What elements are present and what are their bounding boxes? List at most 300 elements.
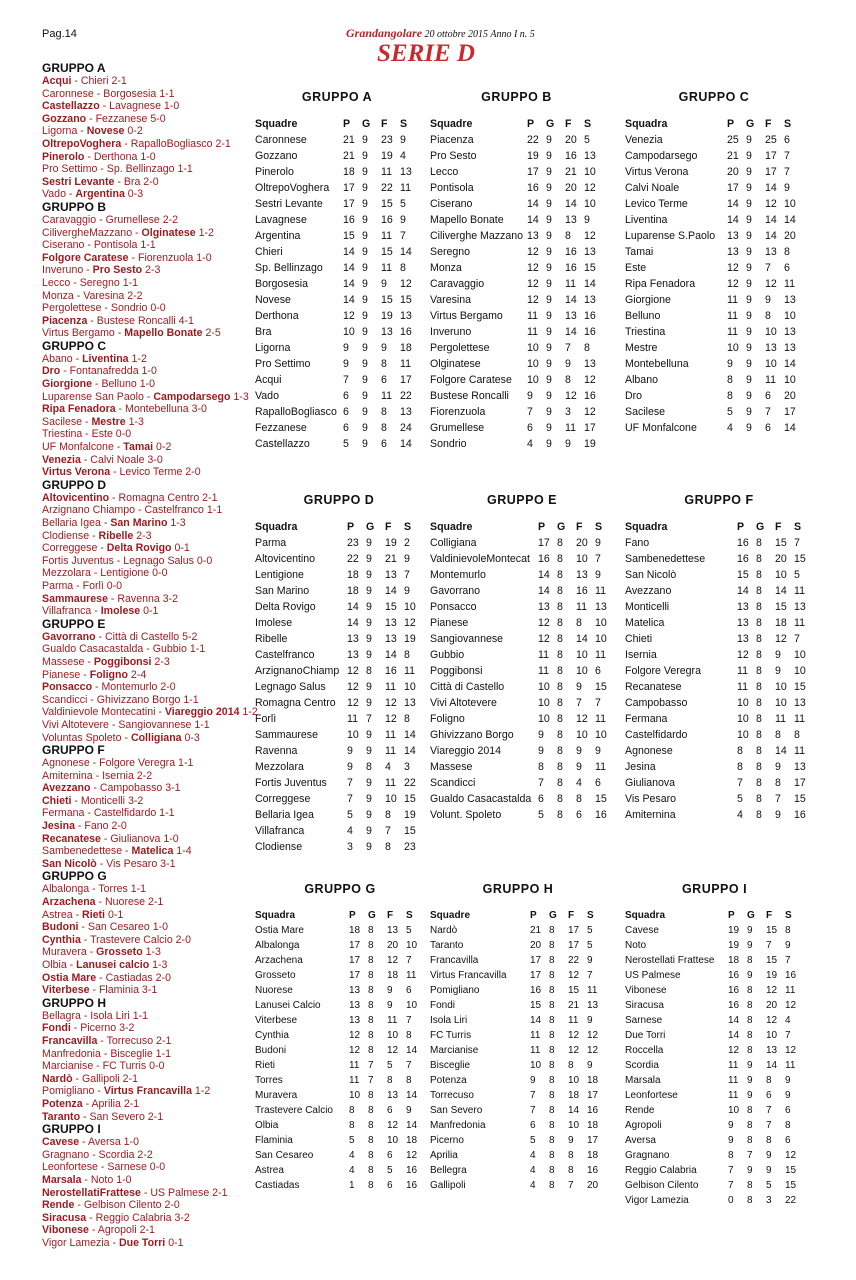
- team-stat: 25: [727, 134, 739, 146]
- team-stat: 7: [366, 713, 372, 725]
- team-name: Vis Pesaro: [625, 793, 677, 805]
- standings-row: [430, 695, 614, 711]
- team-name: Jesina: [625, 761, 656, 773]
- team-stat: 12: [727, 278, 739, 290]
- standings-row: [255, 1043, 425, 1058]
- team-stat: 18: [347, 569, 359, 581]
- team-stat: 14: [385, 649, 397, 661]
- match-result: NerostellatiFrattese - US Palmese 2-1: [42, 1186, 228, 1199]
- team-name: Massese: [430, 761, 473, 773]
- team-stat: 11: [347, 713, 358, 725]
- team-stat: 13: [385, 617, 397, 629]
- match-result: Folgore Caratese - Fiorenzuola 1-0: [42, 251, 212, 264]
- results-group-title: GRUPPO F: [42, 743, 105, 758]
- team-name: Vibonese: [625, 985, 667, 996]
- team-stat: 11: [530, 1030, 541, 1041]
- team-stat: 10: [530, 1060, 542, 1071]
- standings-row: [255, 923, 425, 938]
- team-stat: 6: [766, 1090, 772, 1101]
- team-stat: 17: [343, 198, 355, 210]
- match-result: Chieti - Monticelli 3-2: [42, 794, 144, 807]
- standings-row: [625, 260, 803, 276]
- team-stat: 9: [746, 278, 752, 290]
- team-stat: 8: [775, 729, 781, 741]
- team-name: Pontisola: [430, 182, 474, 194]
- team-stat: 16: [406, 1165, 418, 1176]
- team-stat: 22: [568, 955, 580, 966]
- team-stat: 14: [576, 633, 588, 645]
- team-stat: 8: [557, 601, 563, 613]
- team-name: San Severo: [430, 1105, 483, 1116]
- standings-row: [625, 1148, 804, 1163]
- team-stat: 16: [728, 985, 740, 996]
- team-name: Noto: [625, 940, 647, 951]
- team-name: Albalonga: [255, 940, 300, 951]
- team-stat: 19: [766, 970, 778, 981]
- standings-header: P: [737, 521, 745, 533]
- team-stat: 0: [728, 1195, 734, 1206]
- standings-row: [430, 938, 606, 953]
- standings-row: [625, 1118, 804, 1133]
- team-name: OltrepoVoghera: [255, 182, 330, 194]
- team-name: Calvi Noale: [625, 182, 680, 194]
- team-name: Varesina: [430, 294, 472, 306]
- team-name: Fortis Juventus: [255, 777, 327, 789]
- team-stat: 9: [343, 358, 349, 370]
- team-stat: 9: [747, 1060, 753, 1071]
- team-stat: 8: [727, 374, 733, 386]
- team-stat: 9: [527, 390, 533, 402]
- standings-header: S: [784, 118, 792, 130]
- team-stat: 8: [747, 985, 753, 996]
- team-stat: 14: [565, 294, 577, 306]
- team-stat: 15: [794, 553, 806, 565]
- team-name: Francavilla: [430, 955, 479, 966]
- team-stat: 18: [400, 342, 412, 354]
- standings-row: [255, 420, 419, 436]
- team-stat: 9: [576, 681, 582, 693]
- team-name: FC Turris: [430, 1030, 472, 1041]
- standings-row: [255, 1058, 425, 1073]
- team-name: Trastevere Calcio: [255, 1105, 333, 1116]
- team-stat: 13: [766, 1045, 778, 1056]
- team-stat: 10: [538, 713, 550, 725]
- team-stat: 11: [527, 310, 538, 322]
- team-name: Viterbese: [255, 1015, 298, 1026]
- team-stat: 9: [746, 326, 752, 338]
- team-stat: 17: [538, 537, 550, 549]
- match-result: Agnonese - Folgore Veregra 1-1: [42, 757, 194, 770]
- team-stat: 9: [362, 262, 368, 274]
- standings-row: [625, 404, 803, 420]
- team-stat: 7: [794, 633, 800, 645]
- team-stat: 11: [387, 1015, 398, 1026]
- team-stat: 16: [385, 665, 397, 677]
- match-result: Vado - Argentina 0-3: [42, 188, 144, 201]
- standings-row: [625, 953, 804, 968]
- team-stat: 8: [756, 537, 762, 549]
- team-stat: 13: [784, 326, 796, 338]
- team-name: Viareggio 2014: [430, 745, 502, 757]
- team-name: Flaminia: [255, 1135, 293, 1146]
- standings-row: [255, 953, 425, 968]
- team-name: Siracusa: [625, 1000, 664, 1011]
- team-name: Correggese: [255, 793, 311, 805]
- team-stat: 14: [728, 1015, 740, 1026]
- standings-title: GRUPPO A: [301, 90, 373, 104]
- match-result: Pinerolo - Derthona 1-0: [42, 150, 156, 163]
- team-stat: 17: [527, 166, 539, 178]
- standings-row: [625, 791, 813, 807]
- match-result: Correggese - Delta Rovigo 0-1: [42, 542, 190, 555]
- team-name: Bisceglie: [430, 1060, 471, 1071]
- team-stat: 16: [737, 537, 749, 549]
- team-stat: 8: [756, 585, 762, 597]
- standings-row: [625, 196, 803, 212]
- team-stat: 9: [546, 262, 552, 274]
- team-stat: 8: [727, 390, 733, 402]
- team-stat: 9: [766, 1165, 772, 1176]
- team-stat: 14: [527, 214, 539, 226]
- team-name: Campodarsego: [625, 150, 698, 162]
- team-name: Luparense S.Paolo: [625, 230, 716, 242]
- standings-row: [255, 663, 423, 679]
- team-stat: 10: [538, 681, 550, 693]
- team-stat: 7: [784, 166, 790, 178]
- team-name: Folgore Caratese: [430, 374, 512, 386]
- team-stat: 5: [737, 793, 743, 805]
- team-stat: 6: [785, 1135, 791, 1146]
- team-stat: 6: [381, 374, 387, 386]
- team-stat: 14: [343, 246, 355, 258]
- team-stat: 8: [756, 729, 762, 741]
- team-stat: 7: [595, 553, 601, 565]
- team-stat: 8: [756, 745, 762, 757]
- team-stat: 12: [385, 713, 397, 725]
- match-result: Potenza - Aprilia 2-1: [42, 1097, 140, 1110]
- team-stat: 9: [387, 985, 393, 996]
- standings-row: [255, 388, 419, 404]
- team-stat: 15: [775, 601, 787, 613]
- team-stat: 12: [785, 1045, 797, 1056]
- team-name: Bustese Roncalli: [430, 390, 509, 402]
- team-stat: 8: [568, 1060, 574, 1071]
- team-stat: 8: [756, 649, 762, 661]
- team-stat: 8: [366, 761, 372, 773]
- team-stat: 9: [362, 134, 368, 146]
- standings-row: [255, 164, 419, 180]
- team-stat: 16: [785, 970, 797, 981]
- standings-row: [430, 1118, 606, 1133]
- standings-row: [255, 823, 423, 839]
- team-stat: 5: [766, 1180, 772, 1191]
- team-name: Fiorenzuola: [430, 406, 486, 418]
- team-stat: 7: [400, 230, 406, 242]
- team-stat: 12: [400, 278, 412, 290]
- team-stat: 13: [587, 1000, 599, 1011]
- standings-header: G: [746, 118, 755, 130]
- match-result: Pomigliano - Virtus Francavilla 1-2: [42, 1085, 211, 1098]
- team-stat: 11: [727, 310, 738, 322]
- match-result: Ostia Mare - Castiadas 2-0: [42, 971, 171, 984]
- standings-row: [430, 164, 603, 180]
- team-stat: 19: [728, 940, 740, 951]
- team-stat: 18: [587, 1150, 599, 1161]
- match-result: Budoni - San Cesareo 1-0: [42, 921, 169, 934]
- standings-row: [255, 404, 419, 420]
- team-name: Astrea: [255, 1165, 284, 1176]
- standings-header: S: [400, 118, 408, 130]
- match-result: Massese - Poggibonsi 2-3: [42, 655, 170, 668]
- team-name: Fondi: [430, 1000, 456, 1011]
- team-stat: 23: [347, 537, 359, 549]
- team-name: Argentina: [255, 230, 301, 242]
- standings-header: S: [406, 910, 413, 921]
- team-stat: 10: [387, 1030, 399, 1041]
- standings-row: [255, 807, 423, 823]
- team-name: Castelfidardo: [625, 729, 688, 741]
- team-name: Dro: [625, 390, 643, 402]
- match-result: Muravera - Grosseto 1-3: [42, 946, 161, 959]
- team-stat: 7: [737, 777, 743, 789]
- team-stat: 15: [381, 198, 393, 210]
- team-stat: 11: [406, 970, 417, 981]
- team-stat: 14: [347, 601, 359, 613]
- team-stat: 10: [765, 326, 777, 338]
- team-name: Rende: [625, 1105, 655, 1116]
- match-result: Taranto - San Severo 2-1: [42, 1110, 164, 1123]
- team-stat: 8: [549, 970, 555, 981]
- team-stat: 20: [727, 166, 739, 178]
- team-stat: 14: [343, 294, 355, 306]
- team-stat: 25: [765, 134, 777, 146]
- team-name: Scordia: [625, 1060, 659, 1071]
- standings-header: P: [347, 521, 355, 533]
- team-stat: 9: [747, 1165, 753, 1176]
- team-stat: 11: [595, 713, 606, 725]
- standings-row: [625, 711, 813, 727]
- standings-row: [625, 615, 813, 631]
- standings-row: [255, 1163, 425, 1178]
- team-name: UF Monfalcone: [625, 422, 697, 434]
- team-stat: 9: [362, 294, 368, 306]
- standings-row: [625, 1103, 804, 1118]
- standings-row: [255, 1103, 425, 1118]
- team-name: Grosseto: [255, 970, 296, 981]
- team-stat: 8: [557, 809, 563, 821]
- team-stat: 12: [584, 182, 596, 194]
- team-stat: 12: [727, 262, 739, 274]
- team-stat: 7: [766, 940, 772, 951]
- team-stat: 15: [766, 925, 778, 936]
- standings-header: P: [349, 910, 356, 921]
- team-stat: 11: [568, 1015, 579, 1026]
- team-stat: 8: [756, 793, 762, 805]
- team-stat: 13: [765, 342, 777, 354]
- team-name: Folgore Veregra: [625, 665, 701, 677]
- team-stat: 9: [381, 342, 387, 354]
- standings-row: [625, 998, 804, 1013]
- team-name: Inveruno: [430, 326, 472, 338]
- team-stat: 8: [368, 1030, 374, 1041]
- team-stat: 7: [538, 777, 544, 789]
- team-name: Ligorna: [255, 342, 291, 354]
- match-result: Francavilla - Torrecuso 2-1: [42, 1034, 172, 1047]
- team-name: Seregno: [430, 246, 471, 258]
- team-stat: 9: [366, 697, 372, 709]
- standings-row: [255, 180, 419, 196]
- team-stat: 8: [557, 665, 563, 677]
- team-stat: 8: [538, 761, 544, 773]
- team-stat: 13: [737, 633, 749, 645]
- team-name: Lecco: [430, 166, 459, 178]
- standings-row: [625, 1073, 804, 1088]
- standings-row: [430, 356, 603, 372]
- team-stat: 8: [756, 777, 762, 789]
- team-stat: 12: [584, 406, 596, 418]
- team-stat: 16: [343, 214, 355, 226]
- team-stat: 14: [406, 1045, 418, 1056]
- team-stat: 12: [538, 633, 550, 645]
- standings-row: [625, 775, 813, 791]
- team-stat: 12: [568, 1030, 580, 1041]
- standings-row: [625, 1058, 804, 1073]
- team-stat: 12: [584, 374, 596, 386]
- team-name: Este: [625, 262, 647, 274]
- team-stat: 13: [595, 601, 607, 613]
- team-stat: 7: [728, 1165, 734, 1176]
- team-stat: 8: [387, 1075, 393, 1086]
- standings-row: [430, 983, 606, 998]
- team-stat: 16: [406, 1180, 418, 1191]
- team-stat: 10: [527, 358, 539, 370]
- team-stat: 8: [557, 713, 563, 725]
- team-name: Agnonese: [625, 745, 673, 757]
- team-stat: 5: [538, 809, 544, 821]
- team-name: Vado: [255, 390, 279, 402]
- team-stat: 9: [595, 569, 601, 581]
- team-stat: 8: [557, 761, 563, 773]
- team-name: Pianese: [430, 617, 469, 629]
- team-stat: 14: [727, 214, 739, 226]
- team-stat: 7: [587, 970, 593, 981]
- team-stat: 21: [565, 166, 577, 178]
- team-stat: 8: [368, 1105, 374, 1116]
- standings-row: [255, 1133, 425, 1148]
- page-title: SERIE D: [377, 40, 475, 67]
- team-name: Giulianova: [625, 777, 676, 789]
- team-stat: 7: [785, 1030, 791, 1041]
- match-result: Ponsacco - Montemurlo 2-0: [42, 681, 176, 694]
- team-name: Chieti: [625, 633, 653, 645]
- team-name: Ribelle: [255, 633, 288, 645]
- team-stat: 16: [576, 585, 588, 597]
- standings-row: [625, 727, 813, 743]
- team-name: Venezia: [625, 134, 663, 146]
- standings-header: S: [595, 521, 603, 533]
- team-stat: 4: [347, 825, 353, 837]
- team-name: Liventina: [625, 214, 668, 226]
- standings-row: [255, 679, 423, 695]
- team-stat: 17: [568, 940, 580, 951]
- team-name: Città di Castello: [430, 681, 505, 693]
- match-result: Castellazzo - Lavagnese 1-0: [42, 100, 180, 113]
- team-stat: 19: [381, 150, 393, 162]
- match-result: Astrea - Rieti 0-1: [42, 908, 124, 921]
- team-stat: 8: [549, 1150, 555, 1161]
- team-stat: 10: [576, 665, 588, 677]
- standings-row: [625, 388, 803, 404]
- team-name: Parma: [255, 537, 287, 549]
- team-stat: 7: [406, 1060, 412, 1071]
- team-stat: 24: [400, 422, 412, 434]
- match-result: Arzachena - Nuorese 2-1: [42, 896, 164, 909]
- standings-row: [255, 759, 423, 775]
- team-stat: 8: [576, 793, 582, 805]
- match-result: Gragnano - Scordia 2-2: [42, 1148, 153, 1161]
- team-stat: 6: [406, 985, 412, 996]
- standings-row: [625, 599, 813, 615]
- team-stat: 8: [557, 649, 563, 661]
- team-name: Due Torri: [625, 1030, 666, 1041]
- standings-row: [430, 388, 603, 404]
- team-stat: 9: [546, 358, 552, 370]
- team-stat: 20: [530, 940, 542, 951]
- team-stat: 7: [404, 569, 410, 581]
- match-result: OltrepoVoghera - RapalloBogliasco 2-1: [42, 137, 231, 150]
- team-stat: 11: [349, 1060, 360, 1071]
- team-stat: 9: [546, 166, 552, 178]
- team-stat: 14: [728, 1030, 740, 1041]
- team-stat: 5: [587, 940, 593, 951]
- team-stat: 13: [584, 246, 596, 258]
- team-stat: 8: [568, 1165, 574, 1176]
- match-result: Valdinievole Montecatini - Viareggio 2014 1-2: [42, 706, 258, 719]
- team-name: Mestre: [625, 342, 658, 354]
- standings-row: [430, 228, 603, 244]
- match-result: Cavese - Aversa 1-0: [42, 1136, 139, 1149]
- match-result: Albalonga - Torres 1-1: [42, 883, 147, 896]
- standings-row: [430, 132, 603, 148]
- team-stat: 11: [385, 777, 396, 789]
- team-stat: 14: [343, 262, 355, 274]
- match-result: Pianese - Foligno 2-4: [42, 668, 147, 681]
- team-stat: 9: [366, 553, 372, 565]
- team-name: Sarnese: [625, 1015, 663, 1026]
- team-stat: 9: [766, 1150, 772, 1161]
- team-stat: 9: [546, 326, 552, 338]
- standings-row: [255, 711, 423, 727]
- standings-header: P: [527, 118, 535, 130]
- team-stat: 8: [385, 809, 391, 821]
- team-stat: 9: [546, 390, 552, 402]
- team-name: Matelica: [625, 617, 665, 629]
- team-stat: 9: [366, 585, 372, 597]
- team-stat: 9: [785, 1090, 791, 1101]
- standings-header: S: [785, 910, 792, 921]
- team-stat: 9: [746, 246, 752, 258]
- match-result: Clodiense - Ribelle 2-3: [42, 529, 152, 542]
- standings-title: GRUPPO I: [681, 882, 748, 896]
- team-stat: 8: [549, 925, 555, 936]
- standings-row: [430, 1073, 606, 1088]
- team-stat: 13: [381, 326, 393, 338]
- team-stat: 12: [728, 1045, 740, 1056]
- standings-row: [625, 308, 803, 324]
- team-stat: 9: [765, 294, 771, 306]
- team-name: Chieri: [255, 246, 283, 258]
- standings-header: Squadra: [625, 118, 668, 130]
